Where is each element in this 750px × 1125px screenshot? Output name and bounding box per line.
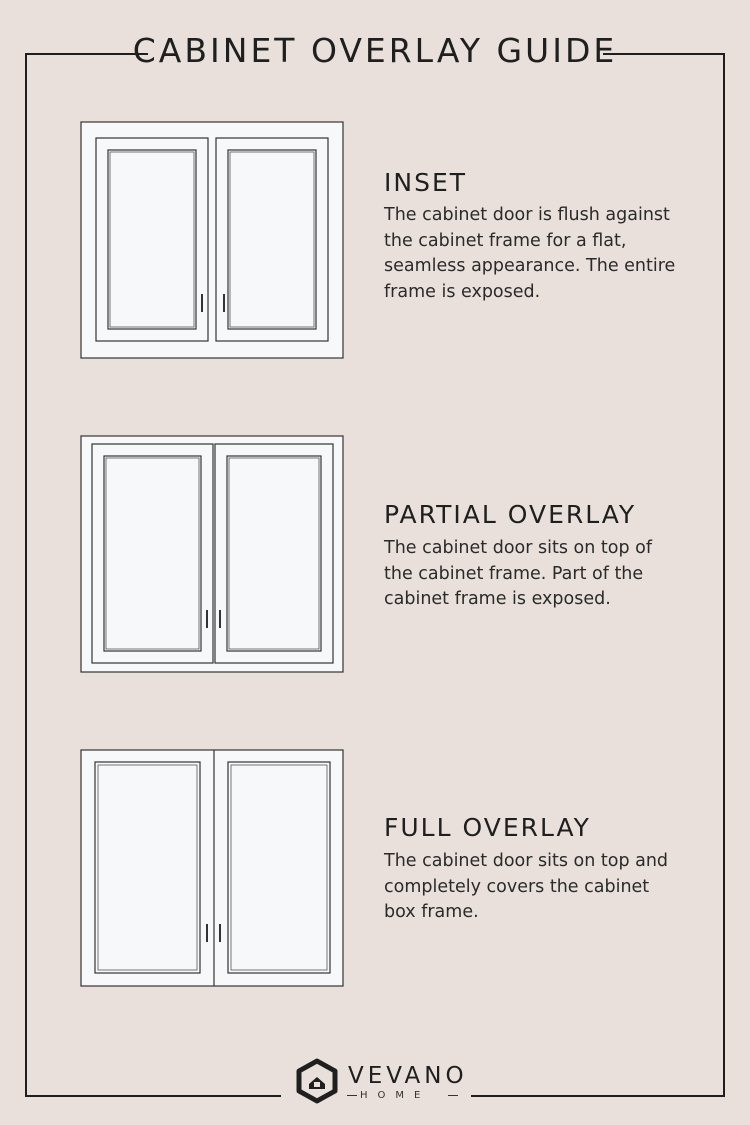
section-heading-full-overlay: FULL OVERLAY [384, 813, 591, 842]
border-right [723, 53, 725, 1097]
brand-name: VEVANO [348, 1063, 468, 1089]
border-left [25, 53, 27, 1097]
section-description-full-overlay: The cabinet door sits on top and completely covers the cabinet box frame. [384, 851, 669, 922]
full-overlay-cabinet-icon [78, 748, 346, 988]
brand-subtitle: HOME [360, 1090, 431, 1101]
section-description-inset: The cabinet door is flush against the cabinet frame for a flat, seamless appearance. The entire frame is exposed. [384, 205, 676, 302]
border-bottom-right [471, 1095, 725, 1097]
partial-overlay-cabinet-icon [78, 434, 346, 674]
border-bottom-left [25, 1095, 281, 1097]
section-heading-inset: INSET [384, 168, 468, 197]
inset-cabinet-icon [78, 120, 346, 360]
house-logo-icon [296, 1058, 338, 1104]
brand-rule-left [347, 1095, 357, 1096]
page-title: CABINET OVERLAY GUIDE [132, 31, 618, 70]
section-description-partial-overlay: The cabinet door sits on top of the cabinet frame. Part of the cabinet frame is exposed. [384, 538, 652, 609]
section-heading-partial-overlay: PARTIAL OVERLAY [384, 500, 637, 529]
brand-rule-right [448, 1095, 458, 1096]
